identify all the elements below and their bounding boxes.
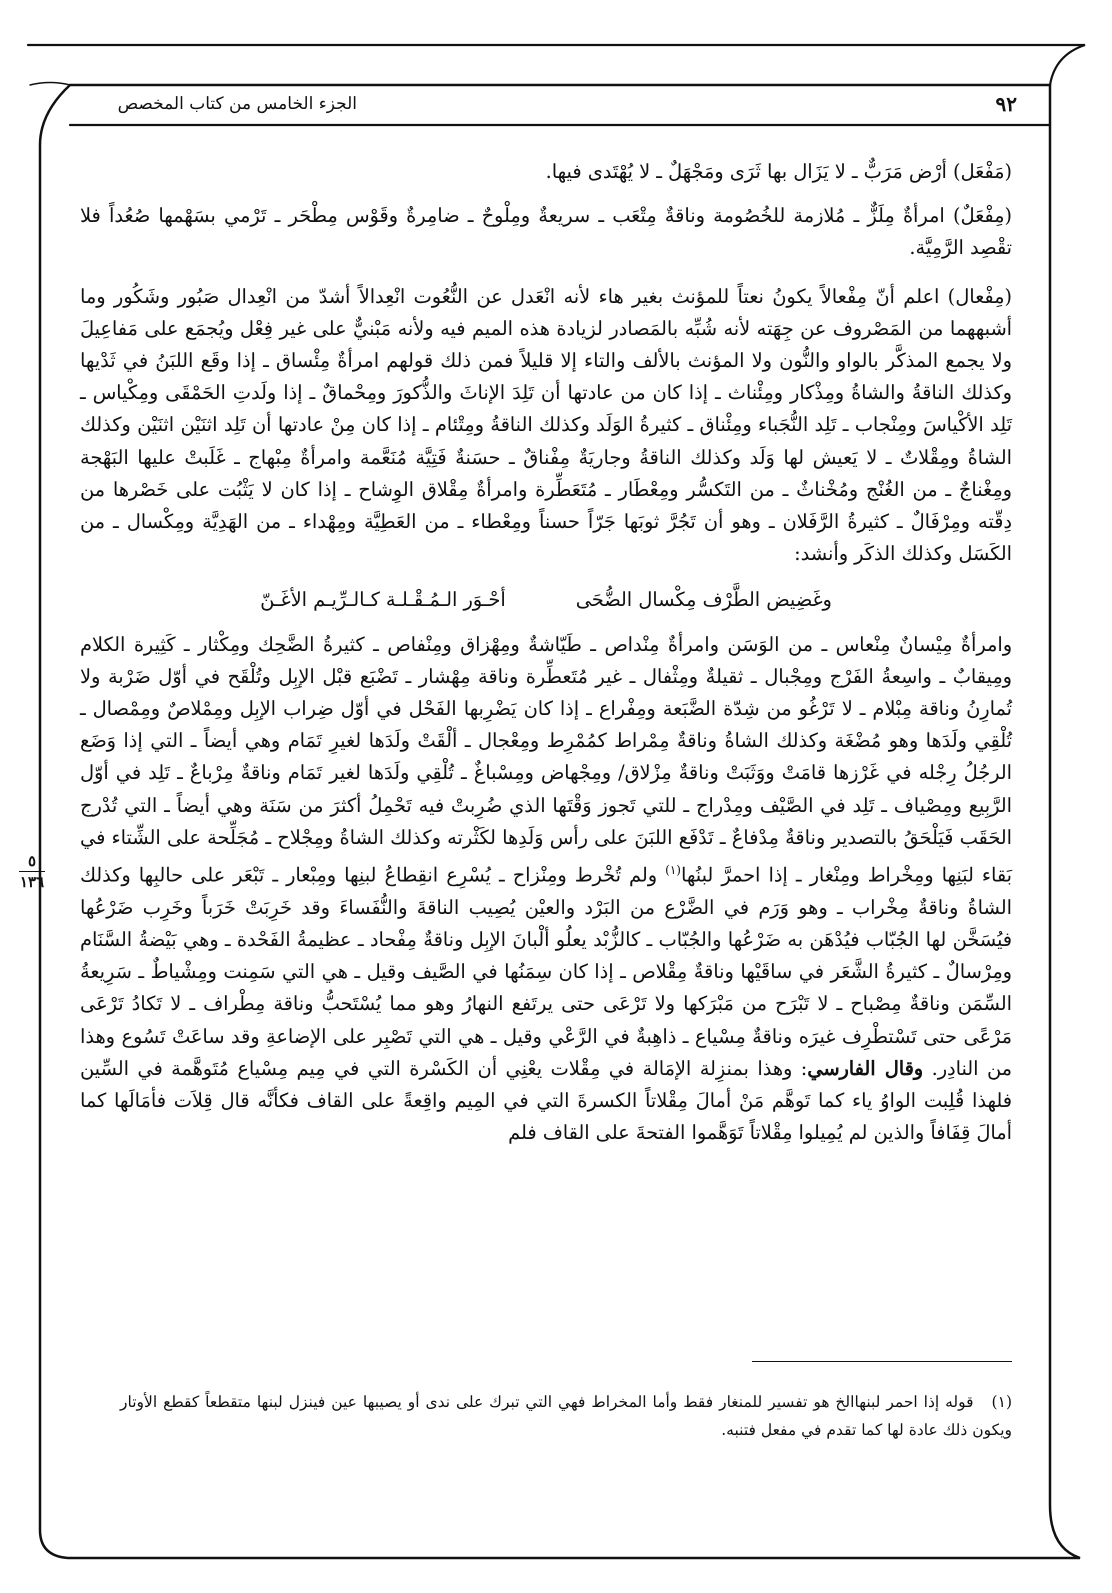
quote-attribution: وقال الفارسي [807,1056,924,1080]
page-header [90,90,1017,120]
paragraph-part-c: : وهذا بمنزِلة الإمَالة في مِقْلات يعْنِي أن الكَسْرة التي في مِيم مِسْياع مُتَوهَّمة في السِّين فلهذا قُلِبت الواوُ ياء كما تَوهَّم مَنْ أمالَ مِقْلاتاً الكسرةَ التي في المِيم واقِعةً على القاف فكأنَّه قال قِلاَت فأمَالَها كما أمالَ قِفَافاً والذين لم يُمِيلوا مِقْلاتاً تَوَهَّموا الفتحةَ على القاف فلم [80,1056,1012,1145]
footnote [120,1388,1012,1444]
margin-divider [19,871,45,872]
paragraph-part-b: ولم تُخْرط ومِنْزاح ـ يُسْرِع انقِطاعُ لبنِها ومِبْعار ـ تَبْعَر على حالبِها وكذلك الشاةُ وناقةٌ مِخْراب ـ وهو وَرَم في الضَّرْع من البَرْد والعيْن يُصِيب الناقةَ والنُّفَساءَ وقد خَرِبَتْ خَرَباً وخَرِب ضَرْعُها فيُسَخَّن لها الجُبّاب فيُدْهَن به ضَرْعُها والجُبّاب ـ كالزُّبْد يعلُو ألْبانَ الإبِل وناقةٌ مِفْحاد ـ عظيمةُ الفَحْدة ـ وهي بَيْضةُ السَّنَام ومِرْسالٌ ـ كثيرةُ الشَّعَر في ساقَيْها وناقةٌ مِقْلاص ـ إذا كان سِمَنُها في الصَّيف وقيل ـ هي التي سَمِنت ومِشْياطٌ ـ سَرِيعةُ السِّمَن وناقةٌ مِصْباح ـ لا تَبْرَح من مَبْرَكها ولا تَرْعَى حتى يرتَفع النهارُ وهو مما يُسْتَحبُّ وناقة مِطْراف ـ لا تَكادُ تَرْعَى مَرْعًى حتى تَسْتطْرِف غيرَه وناقةٌ مِسْياع ـ ذاهِبةٌ في الرَّعْي وقيل ـ هي التي تَصْبِر على الإضاعةِ وقد ساعَتْ تَسُوع وهذا من النادِر. [80,863,1012,1080]
footnote-reference[interactable]: (١) [665,863,681,878]
verse-first-hemistich: وغَضِيض الطَّرْف مِكْسال الضُّحَى [575,588,832,612]
main-text [80,156,1012,1149]
margin-number-top: ٥ [27,852,37,870]
margin-page-reference [12,852,52,891]
entry-mafal: (مَفْعَل) أرْض مَرَبٌّ ـ لا يَزَال بها ثَرَى ومَجْهَلٌ ـ لا يُهْتَدى فيها. [545,160,1012,183]
entry-mifal: (مِفْعَلٌ) امرأةٌ مِلَزٌّ ـ مُلازمة للخُصُومة وناقةٌ مِتْعَب ـ سريعةٌ ومِلْوحٌ ـ ضامِرةٌ وقَوْس مِطْحَر ـ تَرْمي بسَهْمها صُعُداً فلا تقْصِد الرَّمِيَّة. [80,204,1012,260]
margin-number-bottom: ١٣٦ [19,873,45,891]
paragraph-part-a: وامرأةٌ مِيْسانٌ مِنْعاس ـ من الوَسَن وامرأةٌ مِنْداص ـ طَيّاشةٌ ومِهْزاق ومِنْفاص ـ كثيرةُ الضَّحِك ومِكْثار ـ كَثِيرة الكلام ومِيقابٌ ـ واسِعةُ الفَرْج ومِجْبال ـ ثقيلةٌ ومِثْفال ـ غير مُتَعطِّرة وناقة مِهْشار ـ تَضْبَع قبْل الإبِل وتُلْقَح في أوّل ضَرْبة ولا تُمارِنُ وناقة مِبْلام ـ لا تَرْغُو من شِدّة الضَّبَعة ومِفْراع ـ إذا كان يَضْرِبها الفَحْل في أوّل ضِراب الإبِل ومِمْلاصٌ ومِمْصال ـ تُلْقِي ولَدَها وهو مُضْغَة وكذلك الشاةُ وناقةٌ مِمْراط كمُمْرِط ومِعْجال ـ ألْقَتْ ولَدَها لغيرِ تَمَام وهي أيضاً ـ التي إذا وَضَع الرجُلُ رِجْله في غَرْزها قامَتْ ووَثَبَتْ وناقةٌ مِزْلاق/ ومِجْهاض ومِسْباغٌ ـ تُلْقِي ولَدَها لغير تَمَام وناقةٌ مِرْباعٌ ـ تَلِد في أوّل الرَّبِيع ومِصْياف ـ تَلِد في الصَّيْف ومِدْراج ـ للتي تَجوز وَقْتَها الذي ضُرِبتْ فيه تَحْمِلُ أكثرَ من سَنَة وهي أيضاً ـ التي تُدْرج الحَقَب فَيَلْحَقُ بالتصدير وناقةٌ مِدْفاعٌ ـ تَدْفَع اللبَنَ على رأس وَلَدِها لكَثْرته وكذلك الشاةُ ومِجْلاح ـ مُجَلِّحة على الشِّتاء في بَقاء لبَنِها ومِخْراط ومِنْغار ـ إذا احمرَّ لبنُها [80,632,1012,887]
footnote-text: قوله إذا احمر لبنهاالخ هو تفسير للمنغار فقط وأما المخراط فهي التي تبرك على ندى أو يصيبها عين فينزل لبنها متقطعاً كقطع الأوتار ويكون ذلك عادة لها كما تقدم في مفعل فتنبه. [120,1393,1012,1439]
poetry-verse [80,584,1012,616]
page-number: ٩٢ [995,92,1017,116]
book-title: الجزء الخامس من كتاب المخصص [117,94,357,114]
footnote-number: (١) [991,1393,1012,1411]
verse-second-hemistich: أحْـوَر الـمُـقْـلـة كـالـرِّيـم الأغَـنّ [260,588,506,612]
entry-continuation [80,629,1012,1150]
entry-mifaal: (مِفْعال) اعلم أنّ مِفْعالاً يكونُ نعتاً للمؤنث بغير هاء لأنه انْعَدل عن النُّعُوت انْعِدالاً أشدّ من انْعِدال صَبُور وشَكُور وما أشبههما من المَصْروف عن جِهَته لأنه شُبِّه بالمَصادر لزيادة هذه الميم فيه ولأنه مَبْنيٌّ على غير فِعْل ويُجمَع على مَفاعِيلَ ولا يجمع المذكَّر بالواو والنُّون ولا المؤنث بالألف والتاء إلا قليلاً فمن ذلك قولهم امرأةٌ مِئْساق ـ إذا وقَع اللبَنُ في ثَدْيها وكذلك الناقةُ والشاةُ ومِذْكار ومِئْناث ـ إذا كان من عادتها أن تَلِدَ الإناثَ والذُّكورَ ومِحْماقٌ ـ إذا ولَدتِ الحَمْقَى ومِكْياس ـ تَلِد الأكْياسَ ومِنْجاب ـ تَلِد النُّجَباء ومِئْناق ـ كثيرةُ الوَلَد وكذلك الناقةُ ومِتْئام ـ إذا كان مِنْ عادتها أن تَلِد اثنَيْن اثنَيْن وكذلك الشاةُ ومِقْلاتٌ ـ لا يَعيش لها وَلَد وكذلك الناقةُ وجاريَةٌ مِفْناقٌ ـ حسَنةٌ فَتِيَّة مُنَعَّمة وامرأةٌ مِبْهاج ـ غَلَبتْ عليها البَهْجة ومِغْناجٌ ـ من الغُنْج ومُخْناثٌ ـ من التَكسُّر ومِعْطَار ـ مُتَعَطِّرة وامرأةٌ مِقْلاق الوِشاح ـ إذا كان لا يَثْبُت على خَصْرها من دِقّته ومِرْفَالٌ ـ كثيرةُ الرَّفَلان ـ وهو أن تَجُرَّ ثوبَها جَرّاً حسناً ومِعْطاء ـ من العَطِيَّة ومِهْداء ـ من الهَدِيَّة ومِكْسال ـ من الكَسَل وكذلك الذكَر وأنشد: [80,284,1012,566]
footnote-divider [752,1361,1012,1362]
